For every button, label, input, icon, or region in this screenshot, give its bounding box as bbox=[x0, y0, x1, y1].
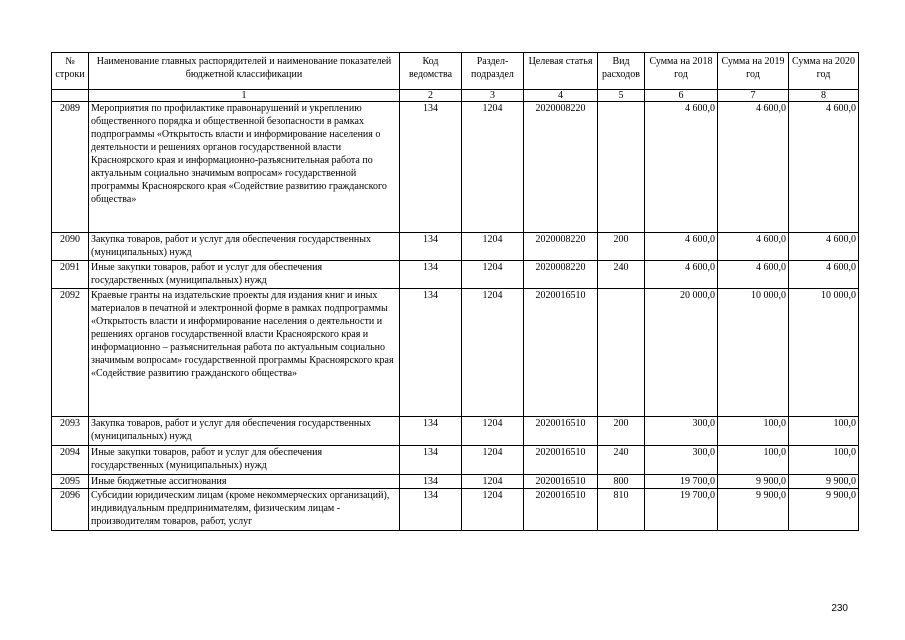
row-sum-2019: 100,0 bbox=[718, 417, 789, 446]
row-name: Закупка товаров, работ и услуг для обеспечения государственных (муниципальных) нужд bbox=[89, 233, 400, 261]
col-number: 1 bbox=[89, 90, 400, 102]
table-row bbox=[52, 261, 859, 289]
row-sum-2019: 4 600,0 bbox=[718, 261, 789, 289]
row-sum-2020: 9 900,0 bbox=[789, 489, 859, 531]
row-dept-code: 134 bbox=[400, 489, 462, 531]
row-section: 1204 bbox=[462, 475, 524, 489]
header-sum-2020: Сумма на 2020 год bbox=[789, 53, 859, 90]
table-row bbox=[52, 233, 859, 261]
header-sum-2019: Сумма на 2019 год bbox=[718, 53, 789, 90]
row-dept-code: 134 bbox=[400, 417, 462, 446]
row-sum-2020: 9 900,0 bbox=[789, 475, 859, 489]
row-dept-code: 134 bbox=[400, 261, 462, 289]
row-target-article: 2020008220 bbox=[524, 261, 598, 289]
header-section: Раздел-подраздел bbox=[462, 53, 524, 90]
row-number: 2094 bbox=[52, 446, 89, 475]
col-number: 6 bbox=[645, 90, 718, 102]
table-row bbox=[52, 475, 859, 489]
header-row-no: № строки bbox=[52, 53, 89, 90]
row-section: 1204 bbox=[462, 417, 524, 446]
table-row bbox=[52, 102, 859, 233]
row-sum-2019: 10 000,0 bbox=[718, 289, 789, 417]
row-sum-2019: 9 900,0 bbox=[718, 475, 789, 489]
row-number: 2096 bbox=[52, 489, 89, 531]
row-sum-2018: 19 700,0 bbox=[645, 475, 718, 489]
header-sum-2018: Сумма на 2018 год bbox=[645, 53, 718, 90]
row-section: 1204 bbox=[462, 102, 524, 233]
table-row bbox=[52, 289, 859, 417]
row-name: Субсидии юридическим лицам (кроме некоммерческих организаций), индивидуальным предпринимателям, физическим лицам - производителям товаров, работ, услуг bbox=[89, 489, 400, 531]
header-dept-code: Код ведомства bbox=[400, 53, 462, 90]
row-section: 1204 bbox=[462, 289, 524, 417]
row-sum-2020: 10 000,0 bbox=[789, 289, 859, 417]
row-number: 2092 bbox=[52, 289, 89, 417]
row-sum-2018: 4 600,0 bbox=[645, 102, 718, 233]
table-row bbox=[52, 446, 859, 475]
row-sum-2019: 4 600,0 bbox=[718, 102, 789, 233]
row-section: 1204 bbox=[462, 261, 524, 289]
row-target-article: 2020016510 bbox=[524, 289, 598, 417]
column-number-row bbox=[52, 90, 859, 102]
col-number: 4 bbox=[524, 90, 598, 102]
row-expense-type: 800 bbox=[598, 475, 645, 489]
col-number: 3 bbox=[462, 90, 524, 102]
col-number: 2 bbox=[400, 90, 462, 102]
row-sum-2020: 4 600,0 bbox=[789, 261, 859, 289]
row-sum-2019: 100,0 bbox=[718, 446, 789, 475]
row-target-article: 2020008220 bbox=[524, 102, 598, 233]
row-sum-2020: 100,0 bbox=[789, 446, 859, 475]
row-number: 2090 bbox=[52, 233, 89, 261]
row-target-article: 2020016510 bbox=[524, 475, 598, 489]
row-sum-2018: 4 600,0 bbox=[645, 261, 718, 289]
row-dept-code: 134 bbox=[400, 446, 462, 475]
table-row bbox=[52, 417, 859, 446]
col-number: 8 bbox=[789, 90, 859, 102]
row-sum-2020: 4 600,0 bbox=[789, 233, 859, 261]
row-section: 1204 bbox=[462, 446, 524, 475]
row-sum-2018: 4 600,0 bbox=[645, 233, 718, 261]
header-expense-type: Вид расходов bbox=[598, 53, 645, 90]
row-expense-type: 200 bbox=[598, 417, 645, 446]
col-number bbox=[52, 90, 89, 102]
header-row bbox=[52, 53, 859, 90]
row-section: 1204 bbox=[462, 233, 524, 261]
row-number: 2091 bbox=[52, 261, 89, 289]
row-number: 2093 bbox=[52, 417, 89, 446]
row-sum-2019: 9 900,0 bbox=[718, 489, 789, 531]
row-number: 2095 bbox=[52, 475, 89, 489]
row-sum-2020: 100,0 bbox=[789, 417, 859, 446]
row-name: Закупка товаров, работ и услуг для обеспечения государственных (муниципальных) нужд bbox=[89, 417, 400, 446]
row-name: Мероприятия по профилактике правонарушений и укреплению общественного порядка и общественной безопасности в рамках подпрограммы «Открытость власти и информирование населения о деятельности и решениях органов государственной власти Красноярского края и информационно-разъяснительная работа по актуальным социально значимым вопросам» государственной программы Красноярского края «Содействие развитию гражданского общества» bbox=[89, 102, 400, 233]
header-name: Наименование главных распорядителей и наименование показателей бюджетной классификации bbox=[89, 53, 400, 90]
row-dept-code: 134 bbox=[400, 233, 462, 261]
header-target-article: Целевая статья bbox=[524, 53, 598, 90]
row-name: Иные закупки товаров, работ и услуг для обеспечения государственных (муниципальных) нужд bbox=[89, 446, 400, 475]
col-number: 7 bbox=[718, 90, 789, 102]
row-expense-type bbox=[598, 289, 645, 417]
row-name: Иные бюджетные ассигнования bbox=[89, 475, 400, 489]
row-dept-code: 134 bbox=[400, 102, 462, 233]
row-number: 2089 bbox=[52, 102, 89, 233]
row-name: Иные закупки товаров, работ и услуг для обеспечения государственных (муниципальных) нужд bbox=[89, 261, 400, 289]
row-sum-2018: 300,0 bbox=[645, 446, 718, 475]
row-expense-type: 240 bbox=[598, 261, 645, 289]
row-target-article: 2020008220 bbox=[524, 233, 598, 261]
row-section: 1204 bbox=[462, 489, 524, 531]
row-expense-type: 200 bbox=[598, 233, 645, 261]
row-target-article: 2020016510 bbox=[524, 417, 598, 446]
page-number: 230 bbox=[831, 603, 848, 614]
row-target-article: 2020016510 bbox=[524, 446, 598, 475]
row-target-article: 2020016510 bbox=[524, 489, 598, 531]
budget-table bbox=[51, 52, 859, 531]
row-dept-code: 134 bbox=[400, 289, 462, 417]
row-sum-2018: 19 700,0 bbox=[645, 489, 718, 531]
row-sum-2019: 4 600,0 bbox=[718, 233, 789, 261]
row-expense-type: 240 bbox=[598, 446, 645, 475]
col-number: 5 bbox=[598, 90, 645, 102]
row-sum-2020: 4 600,0 bbox=[789, 102, 859, 233]
row-sum-2018: 300,0 bbox=[645, 417, 718, 446]
table-row bbox=[52, 489, 859, 531]
row-expense-type bbox=[598, 102, 645, 233]
row-sum-2018: 20 000,0 bbox=[645, 289, 718, 417]
row-expense-type: 810 bbox=[598, 489, 645, 531]
row-name: Краевые гранты на издательские проекты для издания книг и иных материалов в печатной и электронной форме в рамках подпрограммы «Открытость власти и информирование населения о деятельности и решениях органов государственной власти Красноярского края и информационно – разъяснительная работа по актуальным социально значимым вопросам» государственной программы Красноярского края «Содействие развитию гражданского общества» bbox=[89, 289, 400, 417]
row-dept-code: 134 bbox=[400, 475, 462, 489]
